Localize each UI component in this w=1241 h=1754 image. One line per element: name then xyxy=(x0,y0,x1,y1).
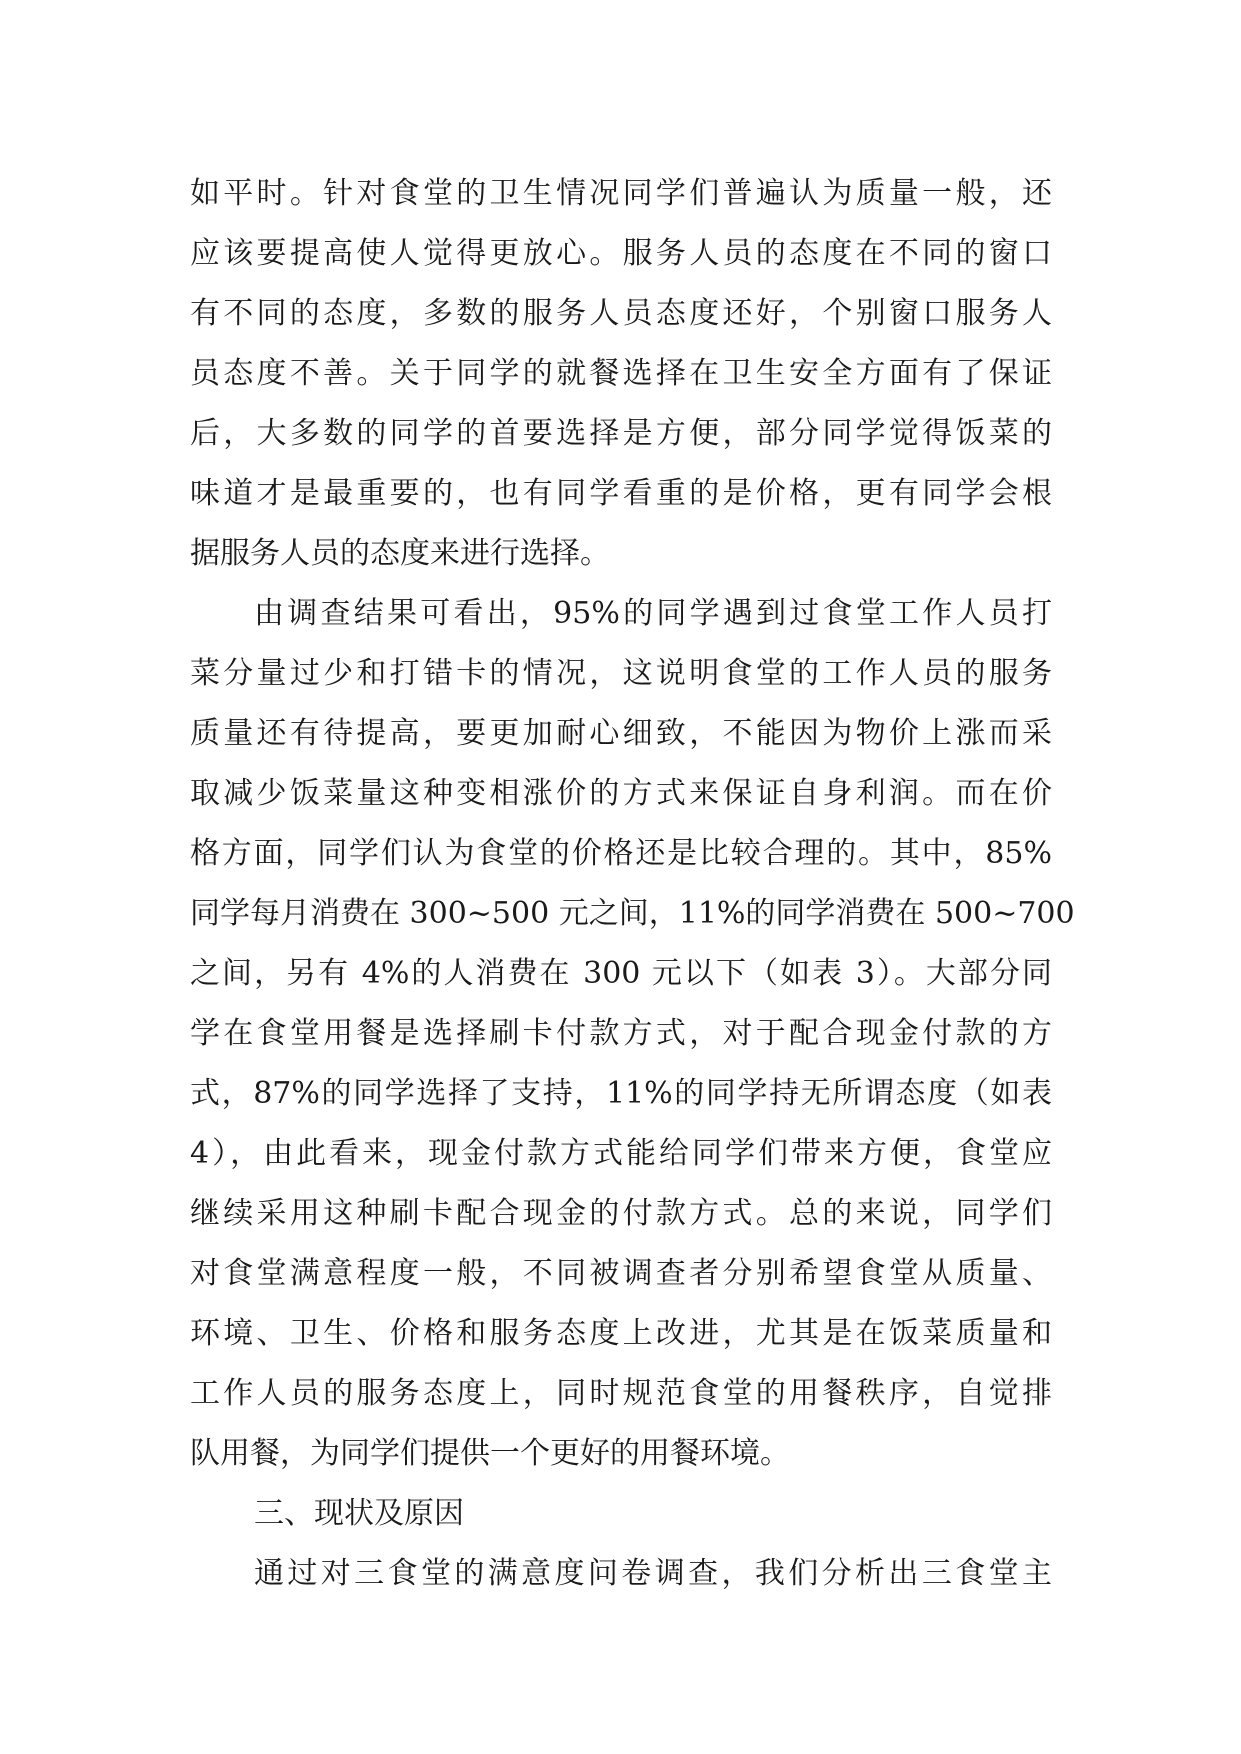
document-body xyxy=(190,164,1075,1604)
text-line: 如平时。针对食堂的卫生情况同学们普遍认为质量一般，还 xyxy=(190,176,1052,211)
text-line: 格方面，同学们认为食堂的价格还是比较合理的。其中，85% xyxy=(190,836,1052,871)
text-line: 队用餐，为同学们提供一个更好的用餐环境。 xyxy=(190,1436,790,1471)
paragraph xyxy=(190,1544,1052,1604)
text-line: 员态度不善。关于同学的就餐选择在卫生安全方面有了保证 xyxy=(190,356,1052,391)
text-line: 学在食堂用餐是选择刷卡付款方式，对于配合现金付款的方 xyxy=(190,1016,1052,1051)
text-line: 据服务人员的态度来进行选择。 xyxy=(190,536,610,571)
text-line: 环境、卫生、价格和服务态度上改进，尤其是在饭菜质量和 xyxy=(190,1316,1052,1351)
text-line: 应该要提高使人觉得更放心。服务人员的态度在不同的窗口 xyxy=(190,236,1052,271)
text-line: 式，87%的同学选择了支持，11%的同学持无所谓态度（如表 xyxy=(190,1076,1052,1111)
text-line: 后，大多数的同学的首要选择是方便，部分同学觉得饭菜的 xyxy=(190,416,1052,451)
text-line: 味道才是最重要的，也有同学看重的是价格，更有同学会根 xyxy=(190,476,1052,511)
text-line: 有不同的态度，多数的服务人员态度还好，个别窗口服务人 xyxy=(190,296,1052,331)
paragraph xyxy=(190,164,1052,584)
text-line: 菜分量过少和打错卡的情况，这说明食堂的工作人员的服务 xyxy=(190,656,1052,691)
text-line: 之间，另有 4%的人消费在 300 元以下（如表 3）。大部分同 xyxy=(190,956,1052,991)
paragraph xyxy=(190,1484,1052,1544)
paragraph xyxy=(190,584,1075,1484)
text-line: 质量还有待提高，要更加耐心细致，不能因为物价上涨而采 xyxy=(190,716,1052,751)
text-line: 工作人员的服务态度上，同时规范食堂的用餐秩序，自觉排 xyxy=(190,1376,1052,1411)
text-line: 对食堂满意程度一般，不同被调查者分别希望食堂从质量、 xyxy=(190,1256,1052,1291)
text-line: 同学每月消费在 300~500 元之间，11%的同学消费在 500~700 xyxy=(190,896,1075,931)
text-line: 通过对三食堂的满意度问卷调查，我们分析出三食堂主 xyxy=(254,1556,1052,1591)
text-line: 4），由此看来，现金付款方式能给同学们带来方便，食堂应 xyxy=(190,1136,1052,1171)
text-line: 继续采用这种刷卡配合现金的付款方式。总的来说，同学们 xyxy=(190,1196,1052,1231)
text-line: 由调查结果可看出，95%的同学遇到过食堂工作人员打 xyxy=(254,596,1052,631)
text-line: 取减少饭菜量这种变相涨价的方式来保证自身利润。而在价 xyxy=(190,776,1052,811)
text-line: 三、现状及原因 xyxy=(254,1496,464,1531)
